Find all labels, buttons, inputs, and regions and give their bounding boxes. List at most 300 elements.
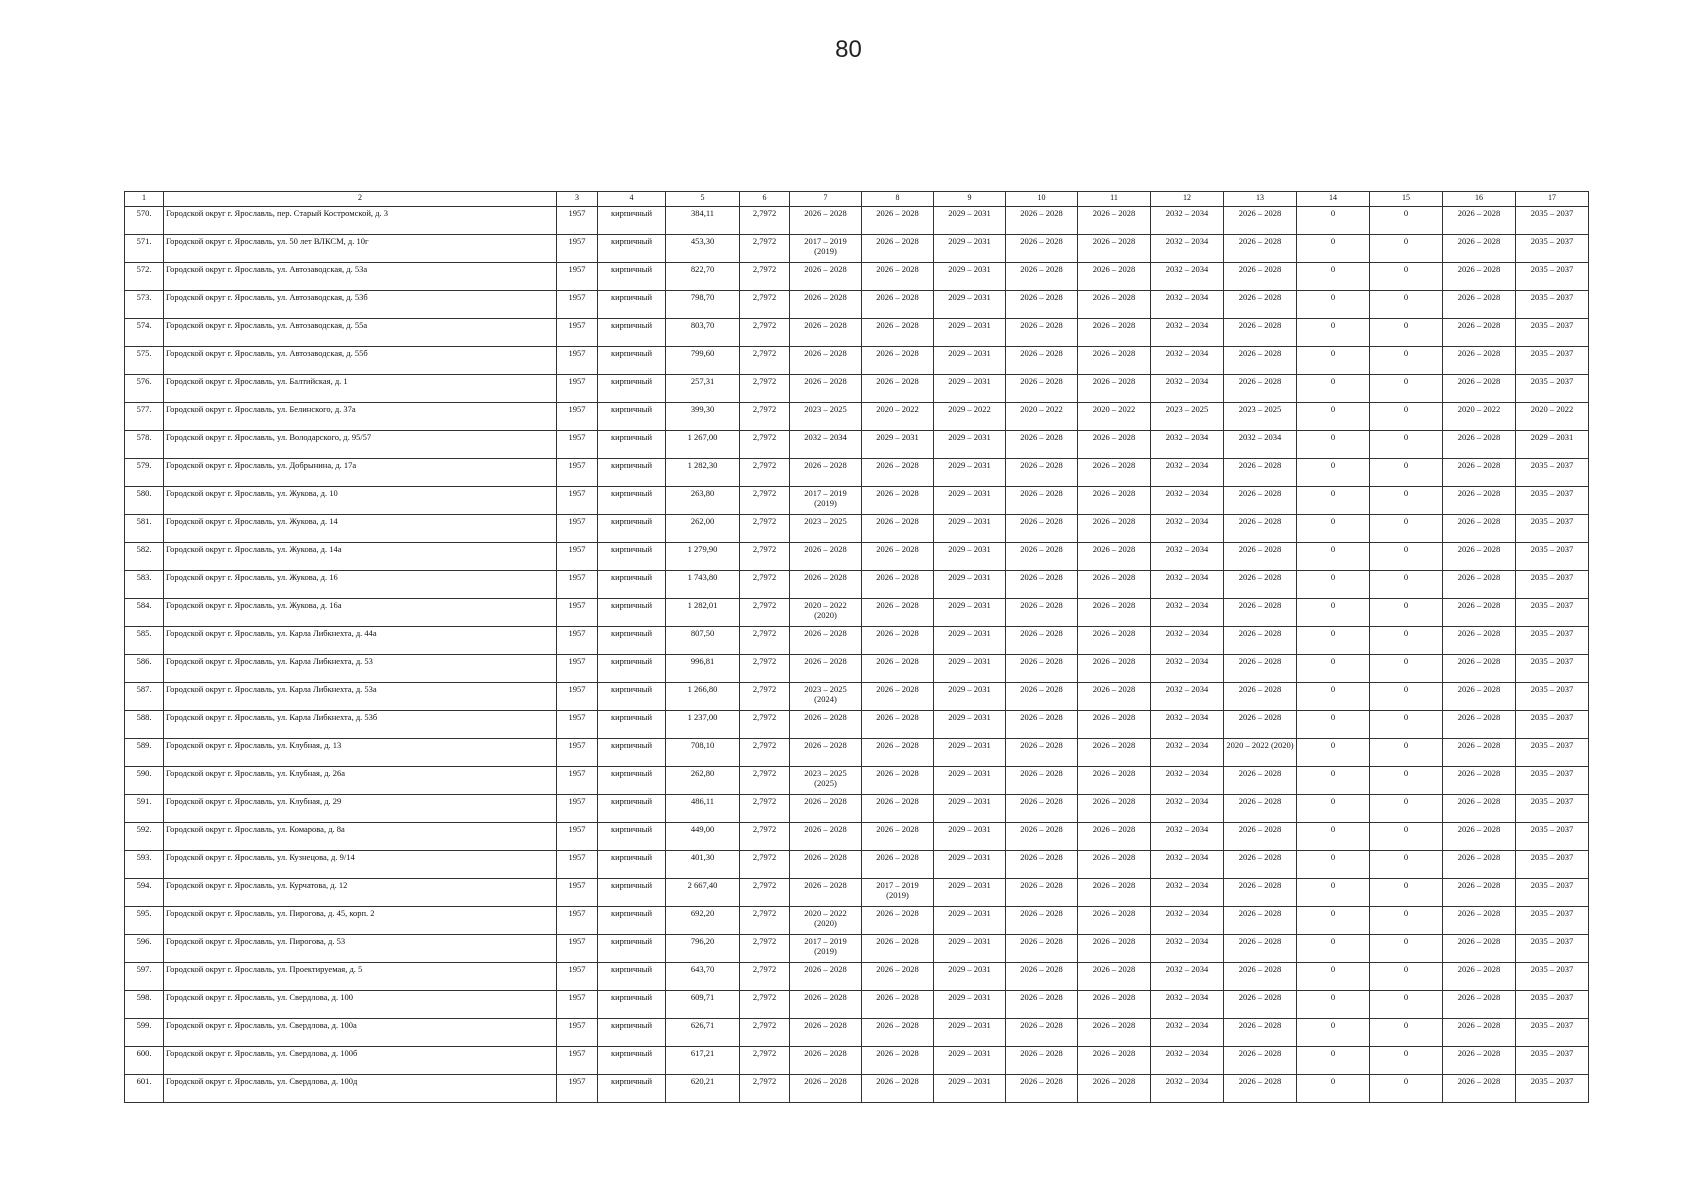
table-cell: 2026 – 2028 <box>1443 683 1516 711</box>
table-cell: 2026 – 2028 <box>1443 487 1516 515</box>
table-cell: кирпичный <box>598 767 666 795</box>
table-cell: кирпичный <box>598 263 666 291</box>
table-cell: 0 <box>1297 655 1370 683</box>
table-cell: 1957 <box>557 963 598 991</box>
table-cell: 2026 – 2028 <box>1443 823 1516 851</box>
table-cell: 0 <box>1297 571 1370 599</box>
address-cell: Городской округ г. Ярославль, ул. Автозаводская, д. 53а <box>164 263 557 291</box>
table-cell: 2029 – 2022 <box>934 403 1006 431</box>
table-cell: 2026 – 2028 <box>1443 1047 1516 1075</box>
table-cell: 2026 – 2028 <box>1224 655 1297 683</box>
table-cell: 2,7972 <box>740 879 790 907</box>
table-cell: 585. <box>125 627 164 655</box>
table-cell: 583. <box>125 571 164 599</box>
table-cell: кирпичный <box>598 851 666 879</box>
table-row <box>125 403 1589 431</box>
table-cell: 0 <box>1370 1019 1443 1047</box>
table-cell: кирпичный <box>598 319 666 347</box>
table-cell: 2026 – 2028 <box>1006 767 1078 795</box>
table-row <box>125 963 1589 991</box>
table-cell: 1957 <box>557 879 598 907</box>
table-cell: 2026 – 2028 <box>1078 823 1151 851</box>
table-cell: 2026 – 2028 <box>1443 963 1516 991</box>
table-cell: 2029 – 2031 <box>934 683 1006 711</box>
table-cell: 2026 – 2028 <box>1078 795 1151 823</box>
table-cell: кирпичный <box>598 515 666 543</box>
table-row <box>125 487 1589 515</box>
table-cell: 0 <box>1297 487 1370 515</box>
table-cell: 2035 – 2037 <box>1516 683 1589 711</box>
table-cell: 0 <box>1370 879 1443 907</box>
table-cell: 0 <box>1297 543 1370 571</box>
address-cell: Городской округ г. Ярославль, ул. Клубная, д. 26а <box>164 767 557 795</box>
table-cell: 2026 – 2028 <box>790 1019 862 1047</box>
table-cell: 2026 – 2028 <box>1006 571 1078 599</box>
address-cell: Городской округ г. Ярославль, ул. Комарова, д. 8а <box>164 823 557 851</box>
table-cell: 626,71 <box>666 1019 740 1047</box>
table-cell: кирпичный <box>598 347 666 375</box>
table-cell: 2035 – 2037 <box>1516 515 1589 543</box>
table-cell: 2032 – 2034 <box>1151 487 1224 515</box>
table-cell: 2032 – 2034 <box>1151 711 1224 739</box>
table-cell: 2026 – 2028 <box>1006 207 1078 235</box>
table-cell: 0 <box>1297 907 1370 935</box>
table-cell: 2026 – 2028 <box>790 1047 862 1075</box>
table-cell: 0 <box>1297 431 1370 459</box>
table-cell: 2026 – 2028 <box>1443 459 1516 487</box>
table-cell: 2029 – 2031 <box>934 347 1006 375</box>
table-cell: 0 <box>1297 375 1370 403</box>
table-cell: 575. <box>125 347 164 375</box>
table-cell: 2026 – 2028 <box>862 851 934 879</box>
column-header-16: 16 <box>1443 192 1516 207</box>
table-cell: 1957 <box>557 515 598 543</box>
table-cell: 0 <box>1297 823 1370 851</box>
table-cell: 2020 – 2022 (2020) <box>790 599 862 627</box>
table-cell: 2,7972 <box>740 599 790 627</box>
table-cell: 2,7972 <box>740 823 790 851</box>
table-cell: 0 <box>1370 291 1443 319</box>
table-cell: 2035 – 2037 <box>1516 543 1589 571</box>
table-cell: кирпичный <box>598 487 666 515</box>
table-cell: 2032 – 2034 <box>1224 431 1297 459</box>
table-cell: 2026 – 2028 <box>790 263 862 291</box>
table-cell: 590. <box>125 767 164 795</box>
table-cell: 2026 – 2028 <box>1224 907 1297 935</box>
table-cell: 2029 – 2031 <box>934 767 1006 795</box>
address-cell: Городской округ г. Ярославль, ул. Клубная, д. 29 <box>164 795 557 823</box>
table-cell: 2032 – 2034 <box>1151 767 1224 795</box>
table-cell: 1957 <box>557 347 598 375</box>
table-cell: 0 <box>1370 515 1443 543</box>
table-cell: 0 <box>1370 683 1443 711</box>
table-cell: 570. <box>125 207 164 235</box>
table-cell: 0 <box>1370 319 1443 347</box>
table-cell: 2032 – 2034 <box>1151 655 1224 683</box>
table-cell: 2023 – 2025 <box>790 403 862 431</box>
table-cell: 2,7972 <box>740 739 790 767</box>
table-row <box>125 823 1589 851</box>
table-cell: 2,7972 <box>740 851 790 879</box>
table-cell: кирпичный <box>598 1019 666 1047</box>
table-cell: 2029 – 2031 <box>934 263 1006 291</box>
table-cell: 2026 – 2028 <box>1224 235 1297 263</box>
table-cell: 807,50 <box>666 627 740 655</box>
table-cell: кирпичный <box>598 375 666 403</box>
table-cell: 1957 <box>557 767 598 795</box>
table-cell: 1957 <box>557 683 598 711</box>
table-cell: 2026 – 2028 <box>1006 1075 1078 1103</box>
table-cell: 2026 – 2028 <box>1006 991 1078 1019</box>
table-cell: 2026 – 2028 <box>1078 599 1151 627</box>
address-cell: Городской округ г. Ярославль, ул. Пирогова, д. 45, корп. 2 <box>164 907 557 935</box>
table-cell: 2026 – 2028 <box>1443 1019 1516 1047</box>
table-cell: кирпичный <box>598 431 666 459</box>
table-cell: 822,70 <box>666 263 740 291</box>
table-cell: 0 <box>1297 627 1370 655</box>
table-cell: 2026 – 2028 <box>1006 963 1078 991</box>
table-cell: 1957 <box>557 851 598 879</box>
column-header-13: 13 <box>1224 192 1297 207</box>
address-cell: Городской округ г. Ярославль, ул. Свердлова, д. 100д <box>164 1075 557 1103</box>
address-cell: Городской округ г. Ярославль, ул. Жукова, д. 16 <box>164 571 557 599</box>
table-cell: 2026 – 2028 <box>1443 207 1516 235</box>
table-cell: 2032 – 2034 <box>1151 851 1224 879</box>
table-cell: 2,7972 <box>740 403 790 431</box>
table-cell: 2026 – 2028 <box>1078 375 1151 403</box>
column-header-7: 7 <box>790 192 862 207</box>
table-row <box>125 515 1589 543</box>
table-cell: 2029 – 2031 <box>934 319 1006 347</box>
table-cell: кирпичный <box>598 963 666 991</box>
table-cell: 2020 – 2022 <box>1006 403 1078 431</box>
table-cell: 0 <box>1370 207 1443 235</box>
table-cell: кирпичный <box>598 879 666 907</box>
table-cell: кирпичный <box>598 459 666 487</box>
table-cell: 1957 <box>557 1075 598 1103</box>
table-cell: 2026 – 2028 <box>1078 487 1151 515</box>
table-row <box>125 571 1589 599</box>
table-cell: 2026 – 2028 <box>1078 235 1151 263</box>
table-cell: 2035 – 2037 <box>1516 711 1589 739</box>
table-cell: 1957 <box>557 739 598 767</box>
table-row <box>125 767 1589 795</box>
table-cell: 2026 – 2028 <box>1006 319 1078 347</box>
table-cell: 1 282,30 <box>666 459 740 487</box>
table-cell: 2035 – 2037 <box>1516 1075 1589 1103</box>
table-cell: 2,7972 <box>740 375 790 403</box>
table-cell: 2032 – 2034 <box>1151 235 1224 263</box>
table-cell: 2035 – 2037 <box>1516 991 1589 1019</box>
table-cell: 2,7972 <box>740 235 790 263</box>
table-cell: 0 <box>1297 963 1370 991</box>
column-header-8: 8 <box>862 192 934 207</box>
table-cell: 2035 – 2037 <box>1516 963 1589 991</box>
table-cell: 2026 – 2028 <box>1224 683 1297 711</box>
column-header-3: 3 <box>557 192 598 207</box>
table-cell: 2026 – 2028 <box>790 627 862 655</box>
table-cell: 0 <box>1297 739 1370 767</box>
table-cell: 2 667,40 <box>666 879 740 907</box>
table-cell: 2026 – 2028 <box>1224 487 1297 515</box>
table-cell: 2026 – 2028 <box>790 375 862 403</box>
table-cell: 2026 – 2028 <box>862 655 934 683</box>
table-cell: 2026 – 2028 <box>1006 935 1078 963</box>
table-cell: 2029 – 2031 <box>934 571 1006 599</box>
table-cell: 2035 – 2037 <box>1516 487 1589 515</box>
table-cell: 2032 – 2034 <box>1151 1047 1224 1075</box>
address-cell: Городской округ г. Ярославль, ул. Карла Либкнехта, д. 44а <box>164 627 557 655</box>
table-cell: 2026 – 2028 <box>1006 235 1078 263</box>
table-cell: 2029 – 2031 <box>934 1047 1006 1075</box>
table-cell: 0 <box>1370 375 1443 403</box>
table-cell: 2026 – 2028 <box>1224 627 1297 655</box>
table-cell: 2026 – 2028 <box>1224 711 1297 739</box>
table-cell: 0 <box>1370 263 1443 291</box>
table-cell: 582. <box>125 543 164 571</box>
table-cell: 1957 <box>557 459 598 487</box>
column-header-5: 5 <box>666 192 740 207</box>
table-cell: 2026 – 2028 <box>1006 347 1078 375</box>
table-cell: 2026 – 2028 <box>1078 263 1151 291</box>
table-cell: 2035 – 2037 <box>1516 459 1589 487</box>
table-row <box>125 991 1589 1019</box>
table-cell: 2,7972 <box>740 795 790 823</box>
table-cell: кирпичный <box>598 1047 666 1075</box>
table-row <box>125 851 1589 879</box>
column-header-11: 11 <box>1078 192 1151 207</box>
table-cell: 2032 – 2034 <box>1151 683 1224 711</box>
table-cell: 2026 – 2028 <box>1006 1019 1078 1047</box>
table-row <box>125 319 1589 347</box>
table-cell: 2029 – 2031 <box>934 879 1006 907</box>
table-cell: 2026 – 2028 <box>862 263 934 291</box>
table-cell: 1957 <box>557 935 598 963</box>
table-cell: 2035 – 2037 <box>1516 263 1589 291</box>
table-cell: 2026 – 2028 <box>1443 571 1516 599</box>
column-number-row <box>125 192 1589 207</box>
table-cell: 2026 – 2028 <box>1224 599 1297 627</box>
table-cell: 2,7972 <box>740 767 790 795</box>
address-cell: Городской округ г. Ярославль, ул. Карла Либкнехта, д. 53б <box>164 711 557 739</box>
table-cell: 2035 – 2037 <box>1516 739 1589 767</box>
table-cell: 0 <box>1370 655 1443 683</box>
table-cell: 2026 – 2028 <box>1443 347 1516 375</box>
table-cell: 0 <box>1370 711 1443 739</box>
column-header-6: 6 <box>740 192 790 207</box>
table-cell: 1957 <box>557 431 598 459</box>
table-cell: 0 <box>1370 1075 1443 1103</box>
table-cell: 2026 – 2028 <box>1443 767 1516 795</box>
table-cell: 2,7972 <box>740 655 790 683</box>
table-cell: 587. <box>125 683 164 711</box>
table-cell: 0 <box>1297 319 1370 347</box>
table-cell: 2026 – 2028 <box>1078 851 1151 879</box>
table-cell: 2026 – 2028 <box>1078 571 1151 599</box>
table-cell: 2,7972 <box>740 543 790 571</box>
table-cell: 593. <box>125 851 164 879</box>
address-cell: Городской округ г. Ярославль, ул. Жукова, д. 16а <box>164 599 557 627</box>
table-cell: 2026 – 2028 <box>862 515 934 543</box>
table-cell: 2032 – 2034 <box>1151 795 1224 823</box>
table-cell: 2029 – 2031 <box>934 627 1006 655</box>
table-cell: 2017 – 2019 (2019) <box>790 235 862 263</box>
table-cell: кирпичный <box>598 627 666 655</box>
table-cell: 599. <box>125 1019 164 1047</box>
table-cell: 2026 – 2028 <box>1006 627 1078 655</box>
table-cell: кирпичный <box>598 1075 666 1103</box>
table-cell: 2020 – 2022 <box>1443 403 1516 431</box>
address-cell: Городской округ г. Ярославль, ул. Клубная, д. 13 <box>164 739 557 767</box>
table-cell: 571. <box>125 235 164 263</box>
table-cell: 0 <box>1297 235 1370 263</box>
table-cell: 2026 – 2028 <box>1443 375 1516 403</box>
table-cell: 2026 – 2028 <box>1224 963 1297 991</box>
table-cell: кирпичный <box>598 935 666 963</box>
table-cell: 578. <box>125 431 164 459</box>
table-cell: 0 <box>1370 627 1443 655</box>
table-cell: 2026 – 2028 <box>1224 1047 1297 1075</box>
table-cell: 2026 – 2028 <box>862 1075 934 1103</box>
table-cell: 2026 – 2028 <box>1006 459 1078 487</box>
table-cell: 2035 – 2037 <box>1516 1047 1589 1075</box>
table-cell: 2026 – 2028 <box>1078 1047 1151 1075</box>
table-cell: 2032 – 2034 <box>1151 319 1224 347</box>
table-cell: 2026 – 2028 <box>862 347 934 375</box>
address-cell: Городской округ г. Ярославль, ул. Жукова, д. 14а <box>164 543 557 571</box>
table-cell: 588. <box>125 711 164 739</box>
table-row <box>125 655 1589 683</box>
table-row <box>125 711 1589 739</box>
table-cell: 2,7972 <box>740 347 790 375</box>
table-cell: 2026 – 2028 <box>1006 291 1078 319</box>
table-cell: 486,11 <box>666 795 740 823</box>
table-cell: 2032 – 2034 <box>1151 207 1224 235</box>
address-cell: Городской округ г. Ярославль, ул. Добрынина, д. 17а <box>164 459 557 487</box>
address-cell: Городской округ г. Ярославль, ул. Белинского, д. 37а <box>164 403 557 431</box>
table-cell: 2,7972 <box>740 431 790 459</box>
table-row <box>125 599 1589 627</box>
table-cell: 2,7972 <box>740 207 790 235</box>
table-cell: 2,7972 <box>740 1075 790 1103</box>
table-cell: 2029 – 2031 <box>934 291 1006 319</box>
table-cell: 2026 – 2028 <box>790 347 862 375</box>
table-cell: 2026 – 2028 <box>790 207 862 235</box>
address-cell: Городской округ г. Ярославль, ул. Жукова, д. 10 <box>164 487 557 515</box>
column-header-14: 14 <box>1297 192 1370 207</box>
table-cell: 2029 – 2031 <box>1516 431 1589 459</box>
table-cell: 2026 – 2028 <box>790 1075 862 1103</box>
table-cell: 1957 <box>557 235 598 263</box>
table-cell: 2029 – 2031 <box>934 235 1006 263</box>
table-cell: 597. <box>125 963 164 991</box>
table-cell: 2026 – 2028 <box>1443 711 1516 739</box>
table-cell: 2,7972 <box>740 963 790 991</box>
table-row <box>125 431 1589 459</box>
table-cell: 584. <box>125 599 164 627</box>
table-cell: 0 <box>1297 935 1370 963</box>
table-cell: 581. <box>125 515 164 543</box>
table-cell: 1957 <box>557 291 598 319</box>
table-cell: 2,7972 <box>740 319 790 347</box>
table-cell: 2032 – 2034 <box>1151 571 1224 599</box>
table-cell: 2035 – 2037 <box>1516 907 1589 935</box>
table-cell: 2026 – 2028 <box>1224 795 1297 823</box>
address-cell: Городской округ г. Ярославль, ул. Володарского, д. 95/57 <box>164 431 557 459</box>
address-cell: Городской округ г. Ярославль, ул. Автозаводская, д. 55а <box>164 319 557 347</box>
table-cell: 1957 <box>557 599 598 627</box>
table-cell: 2035 – 2037 <box>1516 319 1589 347</box>
table-cell: 2026 – 2028 <box>1224 571 1297 599</box>
table-cell: 2026 – 2028 <box>1443 543 1516 571</box>
address-cell: Городской округ г. Ярославль, ул. Карла Либкнехта, д. 53 <box>164 655 557 683</box>
table-cell: 2032 – 2034 <box>1151 375 1224 403</box>
table-cell: 2026 – 2028 <box>790 879 862 907</box>
table-cell: 0 <box>1297 1075 1370 1103</box>
table-cell: 2026 – 2028 <box>1224 1075 1297 1103</box>
table-cell: 0 <box>1297 879 1370 907</box>
table-cell: 2,7972 <box>740 907 790 935</box>
table-row <box>125 1047 1589 1075</box>
table-cell: 2017 – 2019 (2019) <box>790 935 862 963</box>
table-cell: 1957 <box>557 319 598 347</box>
table-cell: 594. <box>125 879 164 907</box>
table-cell: 2026 – 2028 <box>1443 431 1516 459</box>
table-row <box>125 543 1589 571</box>
table-cell: 2029 – 2031 <box>934 711 1006 739</box>
table-cell: 2,7972 <box>740 627 790 655</box>
table-cell: 2023 – 2025 <box>790 515 862 543</box>
table-cell: 2026 – 2028 <box>1443 599 1516 627</box>
table-cell: 0 <box>1370 1047 1443 1075</box>
table-cell: кирпичный <box>598 543 666 571</box>
table-cell: 2026 – 2028 <box>1006 655 1078 683</box>
table-cell: 2035 – 2037 <box>1516 375 1589 403</box>
table-cell: 2026 – 2028 <box>790 739 862 767</box>
table-cell: 2026 – 2028 <box>1224 459 1297 487</box>
table-cell: 2026 – 2028 <box>1006 739 1078 767</box>
table-cell: 2017 – 2019 (2019) <box>790 487 862 515</box>
address-cell: Городской округ г. Ярославль, ул. Свердлова, д. 100а <box>164 1019 557 1047</box>
table-cell: 2,7972 <box>740 1019 790 1047</box>
table-cell: 2026 – 2028 <box>1224 291 1297 319</box>
table-cell: 2026 – 2028 <box>1224 207 1297 235</box>
column-header-10: 10 <box>1006 192 1078 207</box>
table-cell: 2026 – 2028 <box>1443 991 1516 1019</box>
column-header-9: 9 <box>934 192 1006 207</box>
table-cell: 601. <box>125 1075 164 1103</box>
table-cell: 2023 – 2025 <box>1151 403 1224 431</box>
table-cell: 2032 – 2034 <box>1151 627 1224 655</box>
table-cell: кирпичный <box>598 795 666 823</box>
table-cell: кирпичный <box>598 403 666 431</box>
table-cell: 2029 – 2031 <box>934 487 1006 515</box>
table-cell: 2026 – 2028 <box>1224 515 1297 543</box>
table-cell: 0 <box>1297 459 1370 487</box>
table-cell: 2026 – 2028 <box>862 319 934 347</box>
table-cell: 2026 – 2028 <box>1078 459 1151 487</box>
table-cell: 0 <box>1370 487 1443 515</box>
table-cell: 2026 – 2028 <box>1078 655 1151 683</box>
address-cell: Городской округ г. Ярославль, ул. Кузнецова, д. 9/14 <box>164 851 557 879</box>
table-cell: 2035 – 2037 <box>1516 347 1589 375</box>
schedule-table-wrapper <box>124 191 1578 1103</box>
table-cell: 1 237,00 <box>666 711 740 739</box>
table-cell: 2026 – 2028 <box>1006 263 1078 291</box>
table-cell: 0 <box>1370 963 1443 991</box>
address-cell: Городской округ г. Ярославль, ул. Курчатова, д. 12 <box>164 879 557 907</box>
table-row <box>125 1019 1589 1047</box>
